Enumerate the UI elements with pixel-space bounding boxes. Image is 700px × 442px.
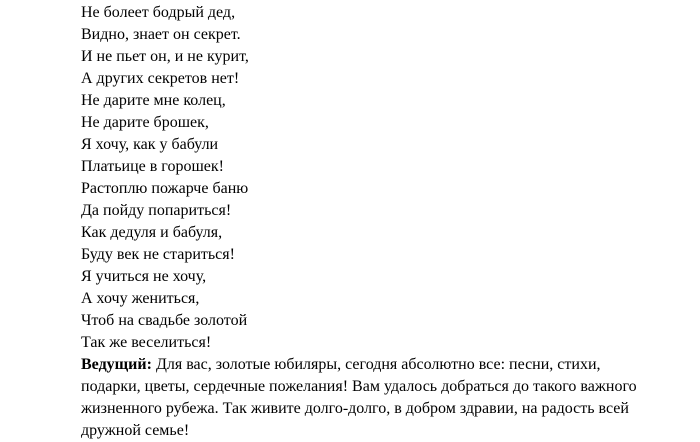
verse-line: Чтоб на свадьбе золотой [81,312,248,329]
verse-line: Как дедуля и бабуля, [81,224,223,241]
verse-line: Я учиться не хочу, [81,268,207,285]
verse-line: А хочу жениться, [81,290,200,307]
host-label: Ведущий: [81,356,152,373]
verse-line: Не болеет бодрый дед, [81,4,236,21]
verse-line: Да пойду попариться! [81,202,232,219]
verse-line: Так же веселиться! [81,334,212,351]
verse-line: Я хочу, как у бабули [81,136,219,153]
host-text: Для вас, золотые юбиляры, сегодня абсолютно все: песни, стихи, подарки, цветы, сердечные пожелания! Вам удалось добраться до такого важного жизненного рубежа. Так живите долго-долго, в добром здравии, на радость всей дружной семье! [81,356,637,439]
verse [81,2,641,354]
verse-line: А других секретов нет! [81,70,240,87]
verse-line: Платьице в горошек! [81,158,224,175]
verse-line: И не пьет он, и не курит, [81,48,249,65]
verse-line: Не дарите брошек, [81,114,209,131]
verse-line: Видно, знает он секрет. [81,26,241,43]
host-paragraph [81,354,641,442]
verse-line: Растоплю пожарче баню [81,180,249,197]
document-text [81,2,641,442]
verse-line: Не дарите мне колец, [81,92,226,109]
verse-line: Буду век не стариться! [81,246,235,263]
